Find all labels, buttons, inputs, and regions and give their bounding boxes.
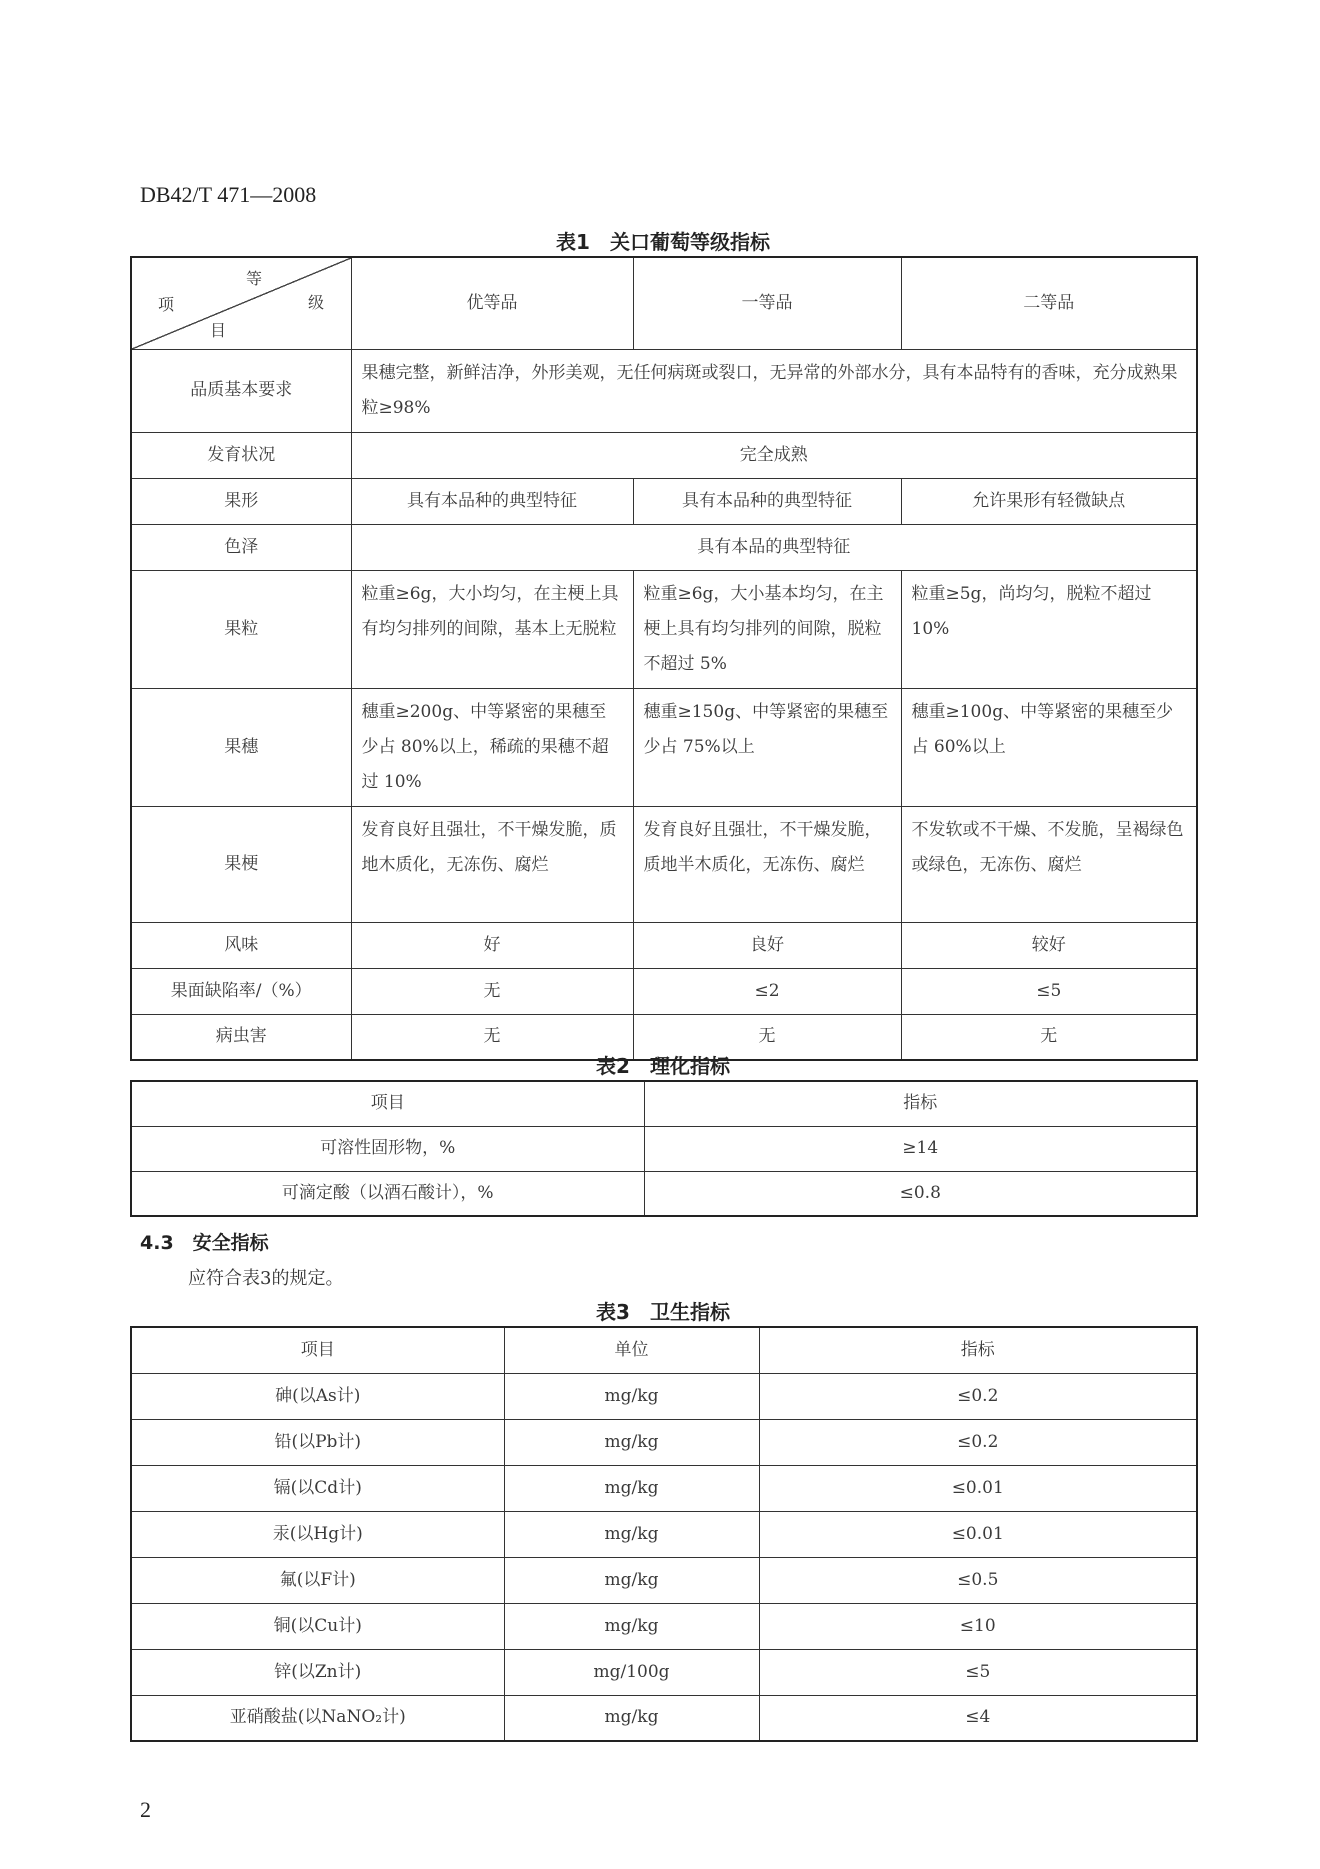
column-header: 一等品 xyxy=(633,257,901,349)
table-row xyxy=(131,1171,1197,1216)
table-cell: 粒重≥5g，尚均匀，脱粒不超过 10% xyxy=(901,570,1197,688)
table1-header-row xyxy=(131,257,1197,349)
table-row xyxy=(131,1126,1197,1171)
merged-cell: 具有本品的典型特征 xyxy=(351,524,1197,570)
table-row xyxy=(131,570,1197,688)
table-cell: 无 xyxy=(901,1014,1197,1060)
table-cell: 无 xyxy=(351,968,633,1014)
table-row xyxy=(131,1465,1197,1511)
diag-label-top: 等 xyxy=(246,269,263,288)
row-label: 果形 xyxy=(131,478,351,524)
page-number: 2 xyxy=(140,1797,151,1822)
row-label: 病虫害 xyxy=(131,1014,351,1060)
document-code: DB42/T 471—2008 xyxy=(140,182,317,207)
table-cell: ≤0.01 xyxy=(759,1465,1197,1511)
table-row xyxy=(131,922,1197,968)
table-cell: 具有本品种的典型特征 xyxy=(633,478,901,524)
table-cell: mg/kg xyxy=(504,1419,759,1465)
table-row xyxy=(131,524,1197,570)
table-cell: ≤0.2 xyxy=(759,1373,1197,1419)
table-row xyxy=(131,1511,1197,1557)
table-cell: 无 xyxy=(633,1014,901,1060)
row-label: 色泽 xyxy=(131,524,351,570)
table-cell: ≤5 xyxy=(901,968,1197,1014)
table1-caption: 表1 关口葡萄等级指标 xyxy=(556,230,770,254)
table-cell: mg/kg xyxy=(504,1511,759,1557)
table-cell: 氟(以F计) xyxy=(131,1557,504,1603)
table-cell: 较好 xyxy=(901,922,1197,968)
table-cell: 允许果形有轻微缺点 xyxy=(901,478,1197,524)
row-label: 品质基本要求 xyxy=(131,349,351,432)
row-label: 果粒 xyxy=(131,570,351,688)
diag-label-right: 级 xyxy=(308,293,325,312)
table-cell: ≤5 xyxy=(759,1649,1197,1695)
table-row xyxy=(131,1603,1197,1649)
table-cell: ≤4 xyxy=(759,1695,1197,1741)
table-cell: ≥14 xyxy=(644,1126,1197,1171)
table-cell: 发育良好且强壮，不干燥发脆，质地木质化，无冻伤、腐烂 xyxy=(351,806,633,922)
table-row xyxy=(131,1695,1197,1741)
diag-label-left: 项 xyxy=(158,295,175,314)
section-heading: 4.3 安全指标 xyxy=(140,1232,269,1254)
row-label: 果梗 xyxy=(131,806,351,922)
table-cell: 可滴定酸（以酒石酸计），% xyxy=(131,1171,644,1216)
table-cell: ≤0.01 xyxy=(759,1511,1197,1557)
table-cell: mg/kg xyxy=(504,1603,759,1649)
column-header: 优等品 xyxy=(351,257,633,349)
table-cell: ≤0.2 xyxy=(759,1419,1197,1465)
table-cell: 不发软或不干燥、不发脆，呈褐绿色或绿色，无冻伤、腐烂 xyxy=(901,806,1197,922)
column-header: 项目 xyxy=(131,1081,644,1126)
table-row xyxy=(131,432,1197,478)
column-header: 项目 xyxy=(131,1327,504,1373)
table-cell: ≤0.5 xyxy=(759,1557,1197,1603)
table-cell: 可溶性固形物，% xyxy=(131,1126,644,1171)
table-cell: 铅(以Pb计) xyxy=(131,1419,504,1465)
table-cell: 穗重≥100g、中等紧密的果穗至少占 60%以上 xyxy=(901,688,1197,806)
table3-caption: 表3 卫生指标 xyxy=(596,1300,730,1324)
hygiene-index-table xyxy=(130,1326,1198,1742)
table-cell: 锌(以Zn计) xyxy=(131,1649,504,1695)
row-label: 果面缺陷率/（%） xyxy=(131,968,351,1014)
merged-cell: 果穗完整，新鲜洁净，外形美观，无任何病斑或裂口，无异常的外部水分，具有本品特有的香味，充分成熟果粒≥98% xyxy=(351,349,1197,432)
table-cell: 好 xyxy=(351,922,633,968)
table-cell: 良好 xyxy=(633,922,901,968)
table-row xyxy=(131,1373,1197,1419)
merged-cell: 完全成熟 xyxy=(351,432,1197,478)
table-row xyxy=(131,1557,1197,1603)
table-cell: mg/kg xyxy=(504,1465,759,1511)
column-header: 指标 xyxy=(759,1327,1197,1373)
table-row xyxy=(131,1419,1197,1465)
table-cell: mg/kg xyxy=(504,1695,759,1741)
table2-header-row xyxy=(131,1081,1197,1126)
table-row xyxy=(131,349,1197,432)
table-cell: 汞(以Hg计) xyxy=(131,1511,504,1557)
column-header: 单位 xyxy=(504,1327,759,1373)
table-cell: mg/kg xyxy=(504,1557,759,1603)
table-cell: 粒重≥6g，大小基本均匀，在主梗上具有均匀排列的间隙，脱粒不超过 5% xyxy=(633,570,901,688)
table-cell: ≤10 xyxy=(759,1603,1197,1649)
table-cell: mg/100g xyxy=(504,1649,759,1695)
column-header: 二等品 xyxy=(901,257,1197,349)
table-cell: 发育良好且强壮，不干燥发脆，质地半木质化，无冻伤、腐烂 xyxy=(633,806,901,922)
table1-diagonal-header xyxy=(131,257,351,349)
table-cell: 粒重≥6g，大小均匀，在主梗上具有均匀排列的间隙，基本上无脱粒 xyxy=(351,570,633,688)
row-label: 果穗 xyxy=(131,688,351,806)
physicochemical-table xyxy=(130,1080,1198,1217)
table-cell: ≤2 xyxy=(633,968,901,1014)
table-row xyxy=(131,1649,1197,1695)
table-cell: 穗重≥150g、中等紧密的果穗至少占 75%以上 xyxy=(633,688,901,806)
table-row xyxy=(131,688,1197,806)
table-cell: 镉(以Cd计) xyxy=(131,1465,504,1511)
table-cell: mg/kg xyxy=(504,1373,759,1419)
diag-label-bottom: 目 xyxy=(210,321,227,340)
table-cell: 穗重≥200g、中等紧密的果穗至少占 80%以上，稀疏的果穗不超过 10% xyxy=(351,688,633,806)
table-row xyxy=(131,478,1197,524)
row-label: 发育状况 xyxy=(131,432,351,478)
table-cell: 具有本品种的典型特征 xyxy=(351,478,633,524)
table-cell: 亚硝酸盐(以NaNO₂计) xyxy=(131,1695,504,1741)
column-header: 指标 xyxy=(644,1081,1197,1126)
grade-index-table xyxy=(130,256,1198,1061)
table-cell: 无 xyxy=(351,1014,633,1060)
table3-header-row xyxy=(131,1327,1197,1373)
row-label: 风味 xyxy=(131,922,351,968)
table2-caption: 表2 理化指标 xyxy=(596,1054,730,1078)
table-cell: ≤0.8 xyxy=(644,1171,1197,1216)
table-cell: 砷(以As计) xyxy=(131,1373,504,1419)
table-cell: 铜(以Cu计) xyxy=(131,1603,504,1649)
table-row xyxy=(131,968,1197,1014)
table-row xyxy=(131,806,1197,922)
section-text: 应符合表3的规定。 xyxy=(188,1268,344,1289)
